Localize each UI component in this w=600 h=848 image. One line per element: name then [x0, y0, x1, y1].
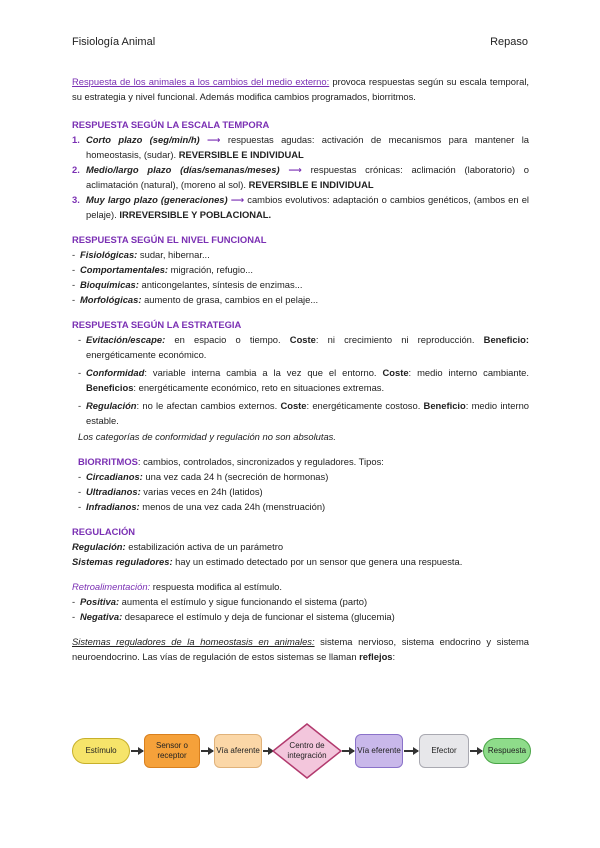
list-item: - Fisiológicas: sudar, hibernar... — [72, 247, 529, 262]
flow-arrow — [342, 750, 354, 752]
flow-node-effector: Efector — [419, 734, 469, 768]
list-item: - Comportamentales: migración, refugio... — [72, 262, 529, 277]
intro-paragraph: Respuesta de los animales a los cambios del medio externo: provoca respuestas según su escala temporal, su estrategia y nivel funcional. Además modifica cambios programados, biorritmos. — [72, 76, 530, 102]
flow-arrow — [201, 750, 213, 752]
list-item: 2. Medio/largo plazo (días/semanas/meses) ⟶ respuestas crónicas: aclimación (laboratorio) o aclimatación (natural), (moreno al sol). REVERSIBLE E INDIVIDUAL — [72, 164, 529, 190]
document-body — [72, 74, 529, 664]
list-item: - Infradianos: menos de una vez cada 24h (menstruación) — [78, 499, 529, 514]
section-title-nivel: RESPUESTA SEGÚN EL NIVEL FUNCIONAL — [72, 234, 267, 245]
biorritmos-intro: BIORRITMOS: cambios, controlados, sincronizados y reguladores. Tipos: — [78, 456, 384, 467]
arrow-icon: ⟶ — [227, 194, 248, 205]
flow-node-efferent: Vía eferente — [355, 734, 403, 768]
flow-node-response: Respuesta — [483, 738, 531, 764]
flow-node-stimulus: Estímulo — [72, 738, 130, 764]
list-item: 3. Muy largo plazo (generaciones) ⟶ cambios evolutivos: adaptación o cambios genéticos, (ambos en el pelaje). IRREVERSIBLE Y POBLACIONAL. — [72, 194, 529, 220]
section-title-regulacion: REGULACIÓN — [72, 526, 136, 537]
flow-node-sensor: Sensor o receptor — [144, 734, 200, 768]
flow-arrow — [404, 750, 418, 752]
list-item: - Morfológicas: aumento de grasa, cambios en el pelaje... — [72, 292, 529, 307]
sistemas-paragraph: Sistemas reguladores de la homeostasis en animales: sistema nervioso, sistema endocrino y sistema neuroendocrino. Las vías de regulación de estos sistemas se llaman reflejos: — [72, 636, 529, 662]
header-course: Fisiología Animal — [72, 36, 156, 48]
list-item: - Negativa: desaparece el estímulo y deja de funcionar el sistema (glucemia) — [72, 609, 529, 624]
section-title-estrategia: RESPUESTA SEGÚN LA ESTRATEGIA — [72, 319, 242, 330]
estrategia-list — [72, 332, 529, 444]
flow-node-center: Centro de integración — [287, 741, 327, 760]
retro-definition: Retroalimentación: respuesta modifica al estímulo. — [72, 581, 283, 592]
flow-arrow — [470, 750, 482, 752]
reflex-flow-diagram — [72, 722, 532, 778]
sistemas-reguladores-definition: Sistemas reguladores: hay un estimado detectado por un sensor que genera una respuesta. — [72, 556, 463, 567]
estrategia-note: Los categorías de conformidad y regulación no son absolutas. — [78, 431, 336, 442]
section-title-biorritmos: BIORRITMOS — [78, 456, 138, 467]
flow-arrow — [131, 750, 143, 752]
header-section: Repaso — [490, 36, 528, 48]
list-item: - Evitación/escape: en espacio o tiempo. Coste: ni crecimiento ni reproducción. Beneficio: energéticamente económico. — [78, 332, 529, 362]
list-item: - Regulación: no le afectan cambios externos. Coste: energéticamente costoso. Beneficio: medio interno estable. — [78, 398, 529, 428]
flow-node-afferent: Vía aferente — [214, 734, 262, 768]
list-item: - Ultradianos: varias veces en 24h (latidos) — [78, 484, 529, 499]
list-item: 1. Corto plazo (seg/min/h) ⟶ respuestas agudas: activación de mecanismos para mantener la homeostasis, (sudar). REVERSIBLE E INDIVIDUAL — [72, 134, 530, 160]
arrow-icon: ⟶ — [279, 164, 311, 175]
list-item: - Bioquímicas: anticongelantes, síntesis de enzimas... — [72, 277, 529, 292]
list-item: - Circadianos: una vez cada 24 h (secreción de hormonas) — [78, 469, 529, 484]
list-item: - Positiva: aumenta el estímulo y sigue funcionando el sistema (parto) — [72, 594, 529, 609]
arrow-icon: ⟶ — [199, 134, 228, 145]
regulacion-definition: Regulación: estabilización activa de un parámetro — [72, 541, 284, 552]
list-item: - Conformidad: variable interna cambia a la vez que el entorno. Coste: medio interno cambiante. Beneficios: energéticamente económico, reto en situaciones extremas. — [78, 365, 529, 395]
retro-label: Retroalimentación: — [72, 581, 151, 592]
biorritmos-block — [72, 454, 529, 514]
sistemas-link: Sistemas reguladores de la homeostasis en animales: — [72, 636, 315, 647]
section-title-escala: RESPUESTA SEGÚN LA ESCALA TEMPORA — [72, 119, 270, 130]
intro-link: Respuesta de los animales a los cambios del medio externo: — [72, 76, 330, 87]
